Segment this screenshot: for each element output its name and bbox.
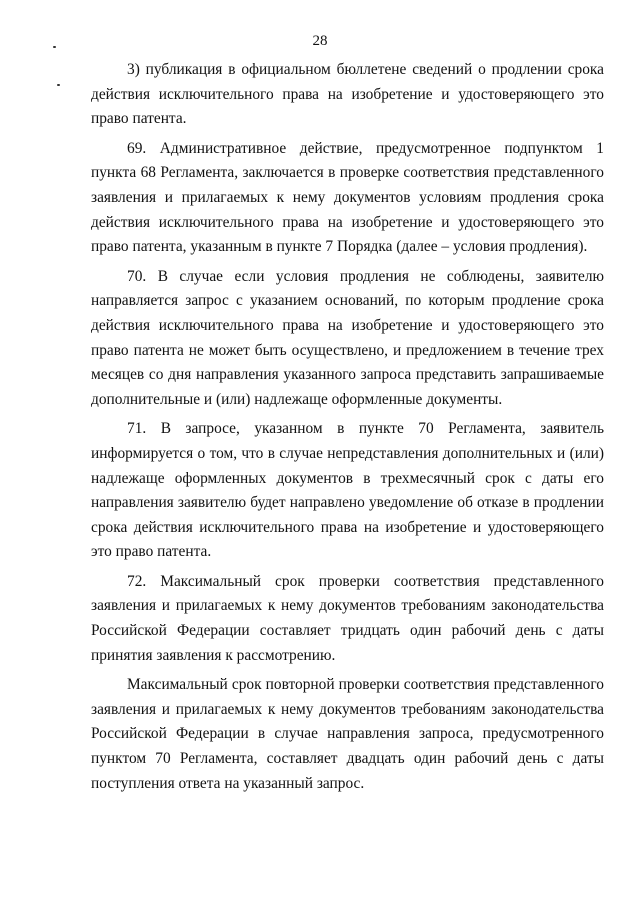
document-body: [91, 58, 604, 796]
paragraph-69: 69. Административное действие, предусмотренное подпунктом 1 пункта 68 Регламента, заключается в проверке соответствия представленного заявления и прилагаемых к нему документов условиям продления срока действия исключительного права на изобретение и удостоверяющего это право патента, указанным в пункте 7 Порядка (далее – условия продления).: [91, 139, 604, 256]
paragraph-72: 72. Максимальный срок проверки соответствия представленного заявления и прилагаемых к нему документов требованиям законодательства Российской Федерации составляет тридцать один рабочий день с даты принятия заявления к рассмотрению.: [91, 572, 604, 664]
paragraph-72-continued: Максимальный срок повторной проверки соответствия представленного заявления и прилагаемых к нему документов требованиям законодательства Российской Федерации в случае направления запроса, предусмотренного пунктом 70 Регламента, составляет двадцать один рабочий день с даты поступления ответа на указанный запрос.: [91, 676, 604, 792]
paragraph-71: 71. В запросе, указанном в пункте 70 Регламента, заявитель информируется о том, что в случае непредставления дополнительных и (или) надлежаще оформленных документов в трехмесячный срок с даты его направления заявителю будет направлено уведомление об отказе в продлении срока действия исключительного права на изобретение и удостоверяющего это право патента.: [91, 420, 604, 561]
scan-speck: [57, 84, 60, 86]
paragraph-item-3: 3) публикация в официальном бюллетене сведений о продлении срока действия исключительного права на изобретение и удостоверяющего это право патента.: [91, 61, 604, 128]
page-number: 28: [312, 33, 328, 49]
paragraph-70: 70. В случае если условия продления не соблюдены, заявителю направляется запрос с указанием оснований, по которым продление срока действия исключительного права на изобретение и удостоверяющего это право патента не может быть осуществлено, и предложением в течение трех месяцев со дня направления указанного запроса представить запрашиваемые дополнительные и (или) надлежаще оформленные документы.: [91, 267, 604, 408]
